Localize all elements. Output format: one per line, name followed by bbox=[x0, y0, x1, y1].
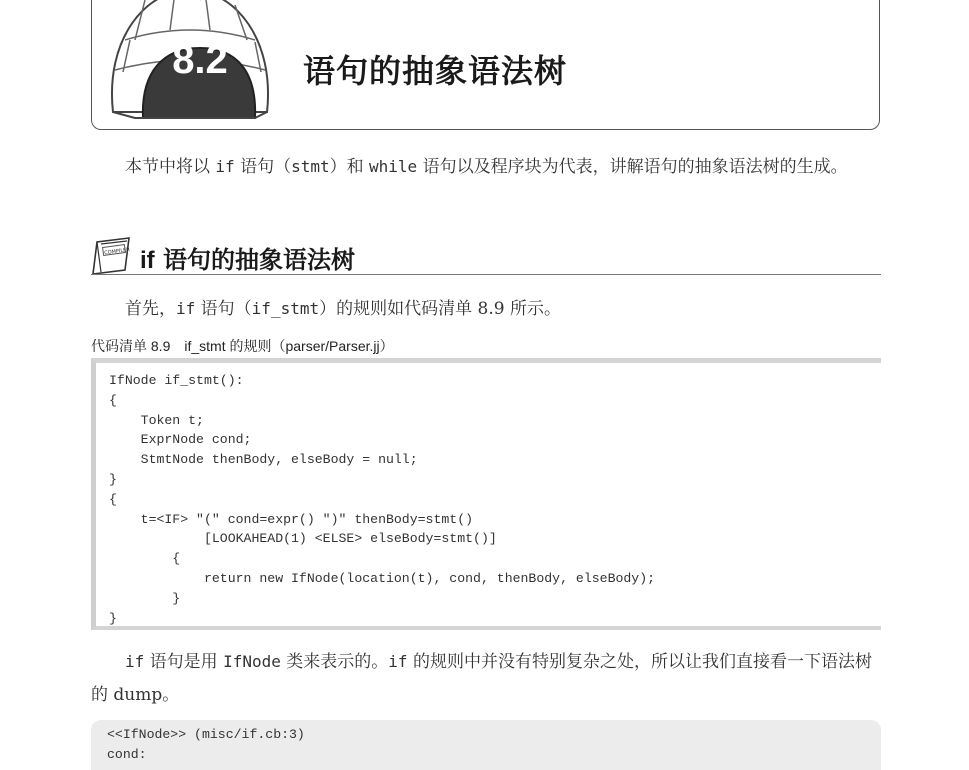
code-line: StmtNode thenBody, elseBody = null; bbox=[109, 452, 418, 468]
dump-line: <<IfNode>> (misc/if.cb:3) bbox=[107, 727, 305, 742]
code-line: { bbox=[109, 392, 117, 408]
code-line: t=<IF> "(" cond=expr() ")" thenBody=stmt() bbox=[109, 511, 474, 527]
code-line: ExprNode cond; bbox=[109, 432, 252, 448]
code-line: { bbox=[109, 551, 181, 567]
code-line: } bbox=[109, 610, 117, 626]
subsection-title: if 语句的抽象语法树 bbox=[140, 246, 356, 274]
code-listing bbox=[91, 358, 881, 630]
dump-block bbox=[107, 725, 305, 765]
code-line: IfNode if_stmt(): bbox=[109, 373, 244, 388]
code-line: return new IfNode(location(t), cond, thenBody, elseBody); bbox=[109, 570, 656, 586]
code-block bbox=[109, 371, 655, 628]
subsection-divider bbox=[91, 274, 881, 275]
dump-line: cond: bbox=[107, 746, 147, 762]
code-line: } bbox=[109, 590, 181, 606]
code-line: [LOOKAHEAD(1) <ELSE> elseBody=stmt()] bbox=[109, 531, 497, 547]
section-title: 语句的抽象语法树 bbox=[303, 52, 568, 90]
svg-text:COMPILER: COMPILER bbox=[103, 246, 131, 257]
compiler-book-icon bbox=[91, 236, 133, 276]
listing-caption: 代码清单 8.9 if_stmt 的规则（parser/Parser.jj） bbox=[91, 338, 394, 354]
dump-output-box bbox=[91, 720, 881, 770]
rule-intro-paragraph: 首先，if 语句（if_stmt）的规则如代码清单 8.9 所示。 bbox=[125, 299, 561, 319]
code-line: } bbox=[109, 471, 117, 487]
ifnode-paragraph: if 语句是用 IfNode 类来表示的。if 的规则中并没有特别复杂之处，所以让我们直接看一下语法树的 dump。 bbox=[91, 652, 872, 705]
section-number: 8.2 bbox=[172, 38, 228, 82]
intro-paragraph: 本节中将以 if 语句（stmt）和 while 语句以及程序块为代表，讲解语句的抽象语法树的生成。 bbox=[125, 157, 848, 177]
code-line: Token t; bbox=[109, 412, 204, 428]
code-line: { bbox=[109, 491, 117, 507]
